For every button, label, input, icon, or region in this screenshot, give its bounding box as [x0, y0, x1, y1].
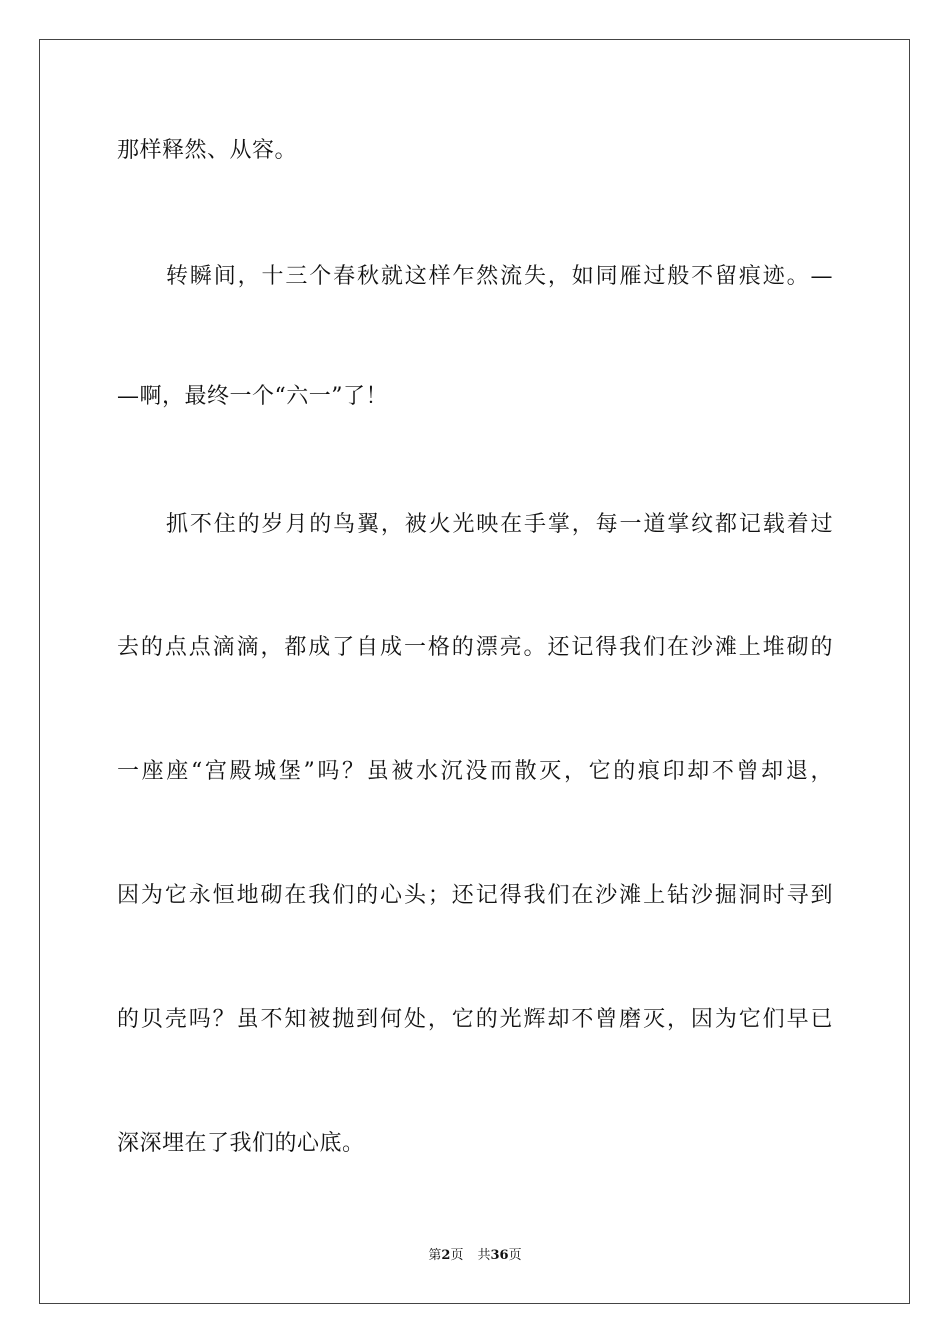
- text-line-8: 的贝壳吗？虽不知被抛到何处，它的光辉却不曾磨灭，因为它们早已: [117, 1007, 833, 1032]
- total-suffix: 页: [508, 1248, 522, 1263]
- page-footer: [0, 1246, 950, 1266]
- total-prefix: 共: [477, 1248, 491, 1263]
- page-suffix: 页: [450, 1248, 464, 1263]
- text-line-6: 一座座“宫殿城堡”吗？虽被水沉没而散灭，它的痕印却不曾却退，: [117, 759, 833, 784]
- text-line-4: 抓不住的岁月的鸟翼，被火光映在手掌，每一道掌纹都记载着过: [166, 512, 833, 537]
- text-line-9: 深深埋在了我们的心底。: [117, 1131, 365, 1156]
- text-line-5: 去的点点滴滴，都成了自成一格的漂亮。还记得我们在沙滩上堆砌的: [117, 635, 833, 660]
- page-border: [39, 39, 910, 1304]
- page-total-number: 36: [490, 1248, 509, 1263]
- page-prefix: 第: [428, 1248, 442, 1263]
- text-line-7: 因为它永恒地砌在我们的心头；还记得我们在沙滩上钻沙掘洞时寻到: [117, 883, 833, 908]
- text-line-1: 那样释然、从容。: [117, 138, 298, 163]
- page-current-number: 2: [441, 1248, 451, 1263]
- text-line-2: 转瞬间，十三个春秋就这样乍然流失，如同雁过般不留痕迹。—: [166, 264, 833, 289]
- text-line-3: —啊，最终一个“六一”了！: [117, 384, 388, 409]
